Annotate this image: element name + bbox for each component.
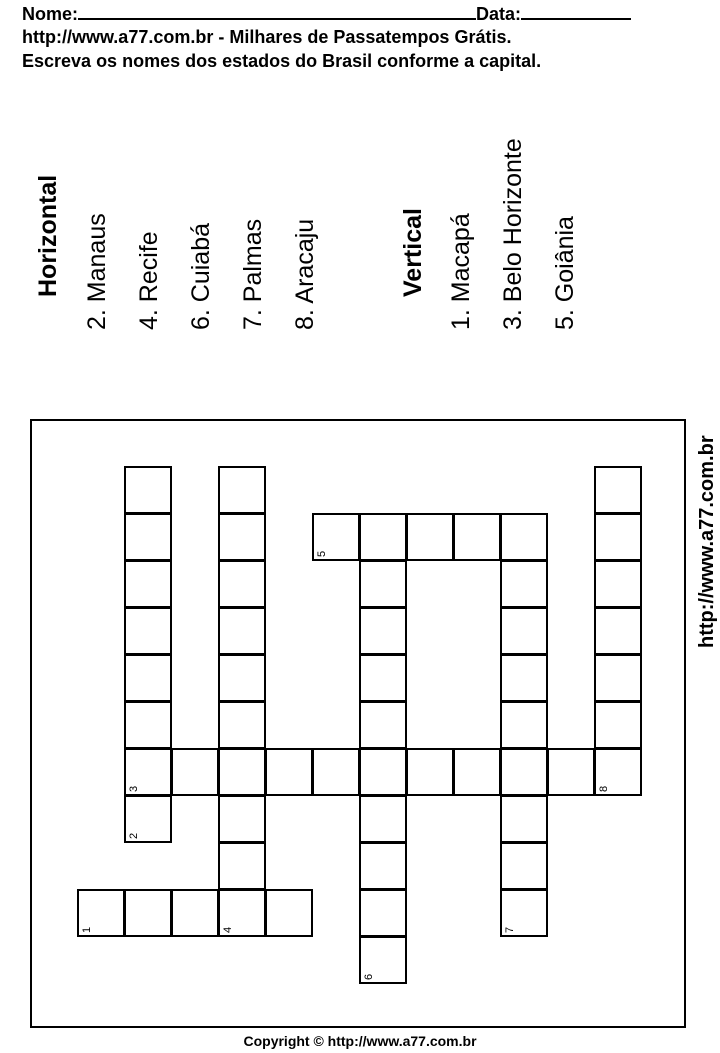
site-line: http://www.a77.com.br - Milhares de Passatempos Grátis. [22, 27, 512, 47]
clue-number-8: 8 [598, 785, 610, 792]
grid-cell[interactable] [218, 466, 266, 514]
grid-cell[interactable] [500, 654, 548, 702]
vertical-title: Vertical [399, 208, 427, 297]
name-label: Nome: [22, 4, 79, 24]
grid-cell[interactable] [124, 654, 172, 702]
clue-number-5: 5 [316, 550, 328, 557]
grid-cell[interactable] [124, 560, 172, 608]
grid-cell[interactable] [359, 795, 407, 843]
copyright: Copyright © http://www.a77.com.br [243, 1033, 477, 1049]
grid-cell[interactable] [124, 607, 172, 655]
grid-cell[interactable] [218, 701, 266, 749]
grid-cell[interactable] [500, 795, 548, 843]
grid-cell[interactable] [218, 748, 266, 796]
clue-h-6: 6. Cuiabá [187, 222, 215, 330]
grid-cell[interactable] [500, 701, 548, 749]
grid-cell[interactable] [594, 513, 642, 561]
grid-cell[interactable] [359, 701, 407, 749]
clue-number-1: 1 [81, 926, 93, 933]
grid-cell[interactable] [594, 466, 642, 514]
grid-cell[interactable] [359, 560, 407, 608]
clue-number-3: 3 [128, 785, 140, 792]
grid-cell[interactable] [359, 607, 407, 655]
grid-cell[interactable] [218, 842, 266, 890]
clue-number-2: 2 [128, 832, 140, 839]
grid-cell[interactable] [594, 701, 642, 749]
date-label: Data: [476, 4, 522, 24]
grid-cell[interactable] [359, 513, 407, 561]
grid-cell[interactable] [500, 560, 548, 608]
grid-cell[interactable] [547, 748, 595, 796]
grid-cell[interactable] [500, 748, 548, 796]
grid-cell[interactable] [406, 513, 454, 561]
grid-cell[interactable] [265, 748, 313, 796]
instruction: Escreva os nomes dos estados do Brasil conforme a capital. [22, 51, 542, 71]
grid-cell[interactable] [218, 513, 266, 561]
clue-v-5: 5. Goiânia [551, 216, 579, 330]
grid-cell[interactable] [500, 842, 548, 890]
clue-h-8: 8. Aracaju [291, 218, 319, 330]
clue-v-1: 1. Macapá [447, 213, 475, 330]
grid-cell[interactable] [453, 748, 501, 796]
grid-cell[interactable] [359, 889, 407, 937]
grid-cell[interactable] [359, 842, 407, 890]
grid-cell[interactable] [124, 889, 172, 937]
grid-cell[interactable] [171, 889, 219, 937]
grid-cell[interactable] [500, 513, 548, 561]
grid-cell[interactable] [124, 513, 172, 561]
clue-h-2: 2. Manaus [83, 213, 111, 330]
grid-cell[interactable] [500, 607, 548, 655]
grid-cell[interactable] [218, 795, 266, 843]
grid-cell[interactable] [124, 701, 172, 749]
clue-h-4: 4. Recife [135, 231, 163, 330]
grid-cell[interactable] [312, 748, 360, 796]
grid-cell[interactable] [594, 607, 642, 655]
grid-cell[interactable] [453, 513, 501, 561]
grid-cell[interactable] [406, 748, 454, 796]
grid-cell[interactable] [594, 560, 642, 608]
grid-cell[interactable] [218, 654, 266, 702]
clue-number-6: 6 [363, 973, 375, 980]
horizontal-title: Horizontal [34, 174, 62, 297]
grid-cell[interactable] [359, 654, 407, 702]
grid-cell[interactable] [124, 466, 172, 514]
clue-h-7: 7. Palmas [239, 218, 267, 330]
grid-cell[interactable] [171, 748, 219, 796]
grid-cell[interactable] [265, 889, 313, 937]
clue-number-7: 7 [504, 926, 516, 933]
grid-cell[interactable] [218, 560, 266, 608]
grid-cell[interactable] [359, 748, 407, 796]
side-url: http://www.a77.com.br [696, 435, 718, 648]
clue-v-3: 3. Belo Horizonte [499, 138, 527, 330]
grid-cell[interactable] [218, 607, 266, 655]
clue-number-4: 4 [222, 926, 234, 933]
grid-cell[interactable] [594, 654, 642, 702]
